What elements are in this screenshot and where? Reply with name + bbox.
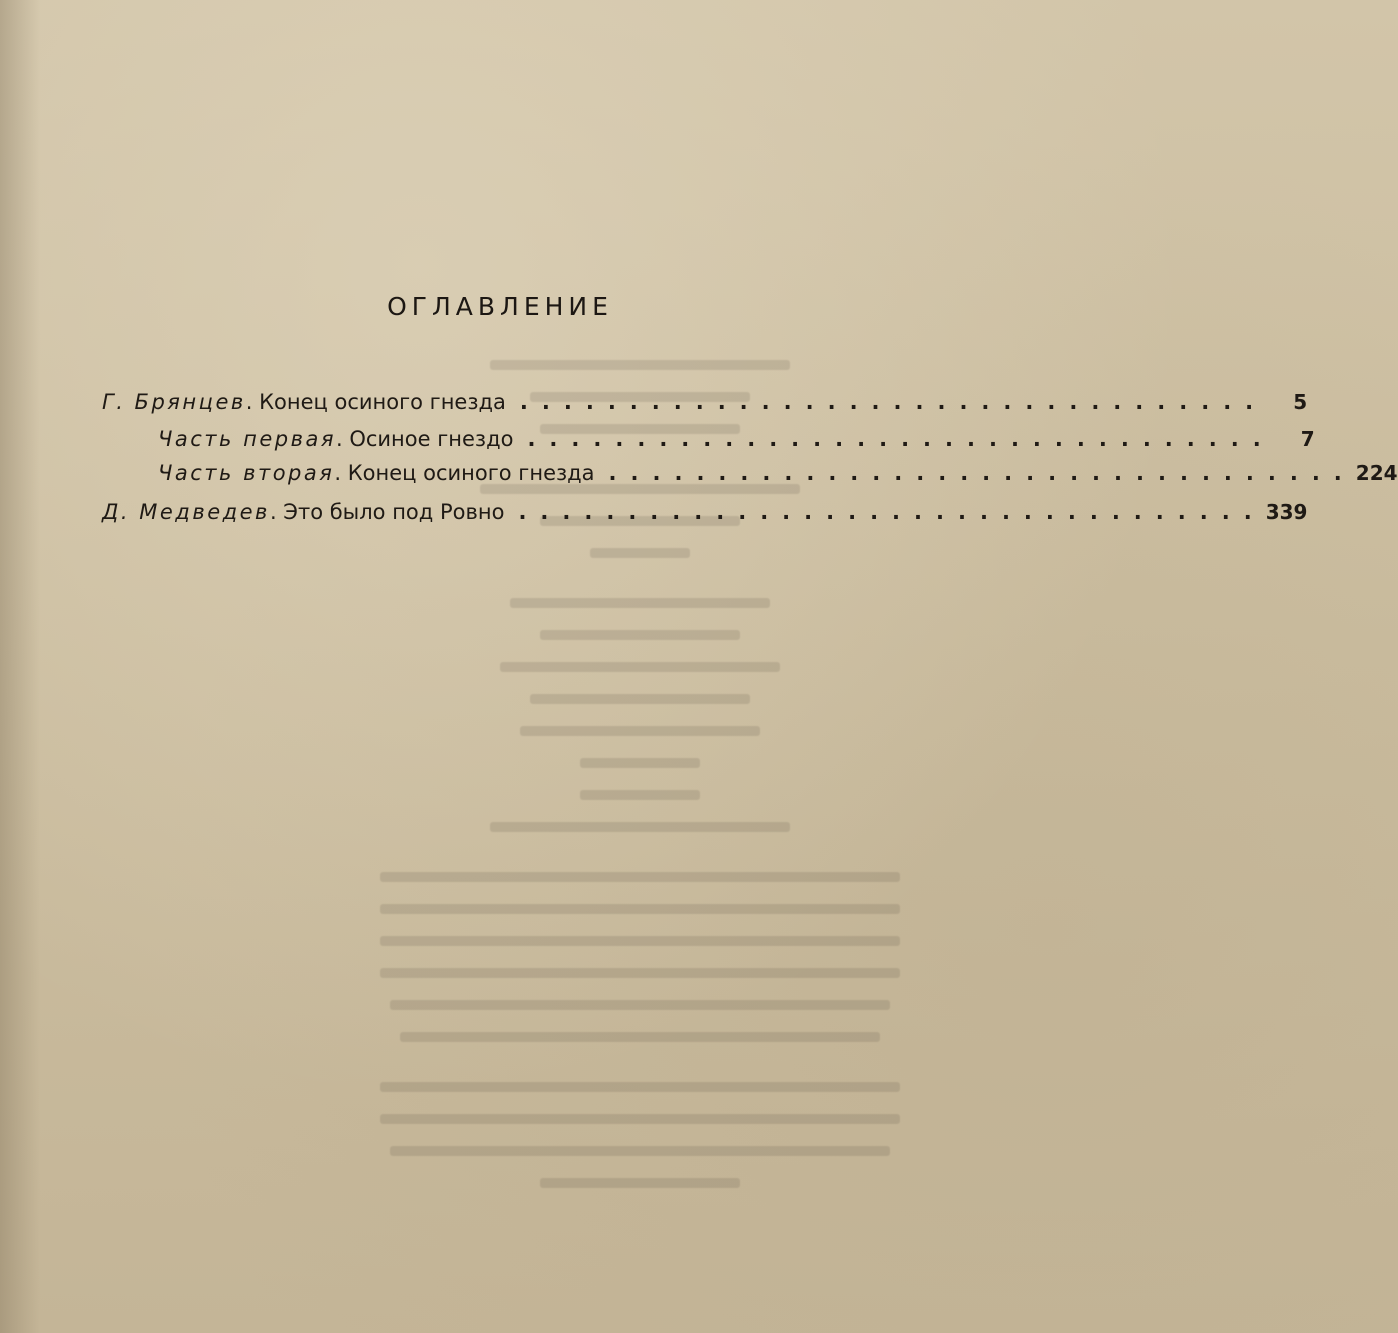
leader-dots: .................................. [608,461,1356,485]
toc-entry-bryantsev: Г. Брянцев . Конец осиного гнезда .................................. 5 [102,390,1308,414]
toc-entry-part-one: Часть первая . Осиное гнездо .................................. 7 [158,427,1315,451]
entry-part: Часть первая [158,427,336,451]
entry-author: Г. Брянцев [102,390,246,414]
toc-entry-medvedev: Д. Медведев . Это было под Ровно .................................. 339 [102,500,1308,524]
entry-page: 7 [1300,427,1315,451]
entry-title: Конец осиного гнезда [347,461,595,485]
entry-title: Это было под Ровно [283,500,505,524]
entry-page: 339 [1265,500,1308,524]
page-edge-shadow [0,0,40,1333]
entry-page: 224 [1355,461,1398,485]
entry-title: Конец осиного гнезда [259,390,506,414]
toc-entry-part-two: Часть вторая . Конец осиного гнезда .................................. 224 [158,461,1398,485]
toc-heading: ОГЛАВЛЕНИЕ [387,292,613,321]
entry-author: Д. Медведев [102,500,270,524]
entry-page: 5 [1293,390,1308,414]
entry-title: Осиное гнездо [349,427,514,451]
leader-dots: .................................. [527,427,1275,451]
entry-part: Часть вторая [158,461,335,485]
leader-dots: .................................. [518,500,1266,524]
leader-dots: .................................. [519,390,1268,414]
